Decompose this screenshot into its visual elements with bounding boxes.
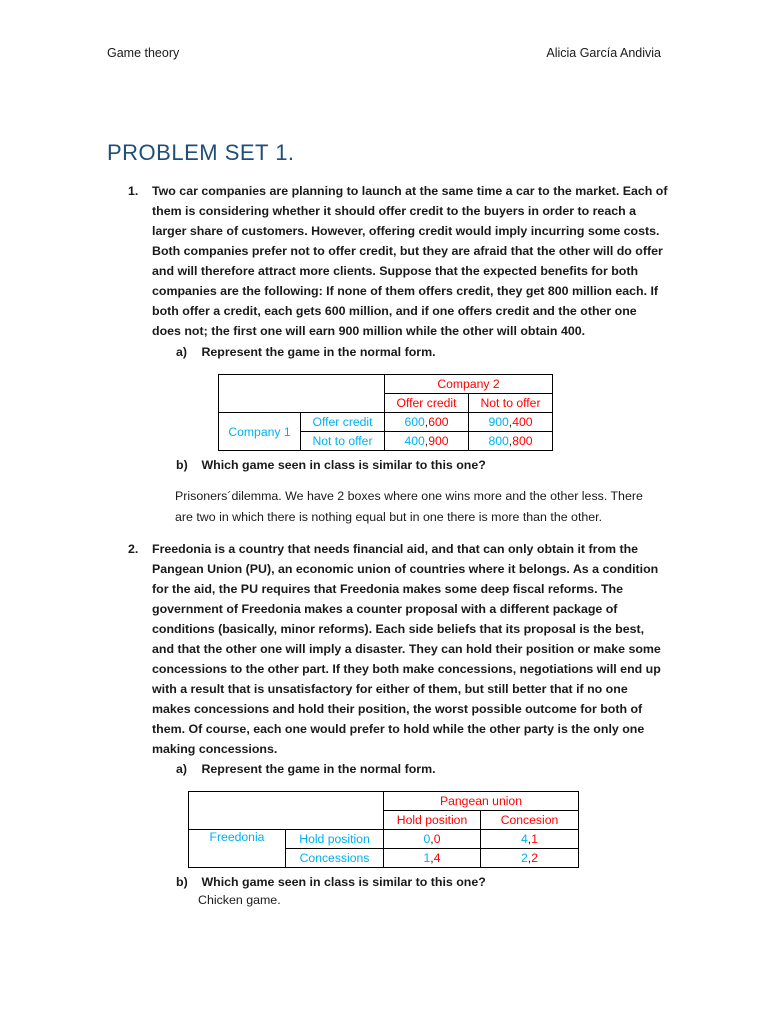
payoff-p2: 1 xyxy=(531,832,538,846)
column-player-label: Company 2 xyxy=(385,375,553,394)
column-strategy: Hold position xyxy=(384,811,481,830)
payoff-p1: 800 xyxy=(488,434,509,448)
payoff-cell: 1,4 xyxy=(384,849,481,868)
payoff-p1: 400 xyxy=(404,434,425,448)
payoff-p1: 2 xyxy=(521,851,528,865)
normal-form-table-2 xyxy=(188,791,579,868)
payoff-p2: 4 xyxy=(433,851,441,865)
payoff-cell: 900,400 xyxy=(469,413,553,432)
question-1-number: 1. xyxy=(128,184,139,198)
row-player-label: Freedonia xyxy=(189,830,286,868)
payoff-cell: 400,900 xyxy=(385,432,469,451)
question-2-number: 2. xyxy=(128,542,139,556)
part-label: a) xyxy=(176,762,188,776)
payoff-p2: 900 xyxy=(428,434,449,448)
header-right: Alicia García Andivia xyxy=(546,46,661,60)
payoff-p2: 600 xyxy=(428,415,449,429)
payoff-p2: 800 xyxy=(512,434,533,448)
part-label: b) xyxy=(176,458,188,472)
part-text: Represent the game in the normal form. xyxy=(201,762,436,776)
row-player-label: Company 1 xyxy=(219,413,301,451)
payoff-cell: 2,2 xyxy=(481,849,579,868)
empty-corner-cell xyxy=(219,375,385,413)
payoff-p2: 400 xyxy=(512,415,533,429)
question-1-text: Two car companies are planning to launch at the same time a car to the market. Each of them is considering whether it should offer credit to the buyers in order to reach a larger share of customers. However, offering credit would imply incurring some costs. Both companies prefer not to offer credit, but they are afraid that the other will do offer and will therefore attract more clients. Suppose that the expected benefits for both companies are the following: If none of them offers credit, they get 800 million each. If both offer a credit, each gets 600 million, and if one offers credit and the other one does not; the first one will earn 900 million while the other will obtain 400. xyxy=(152,184,668,338)
question-1-part-b xyxy=(176,455,486,475)
payoff-p1: 900 xyxy=(488,415,509,429)
row-strategy: Concessions xyxy=(286,849,384,868)
page-title: PROBLEM SET 1. xyxy=(107,140,295,165)
part-label: b) xyxy=(176,875,188,889)
payoff-p2: 0 xyxy=(433,832,441,846)
row-strategy: Offer credit xyxy=(301,413,385,432)
payoff-p1: 0 xyxy=(423,832,431,846)
row-strategy: Not to offer xyxy=(301,432,385,451)
payoff-cell: 0,0 xyxy=(384,830,481,849)
question-2-answer: Chicken game. xyxy=(198,893,281,907)
question-1-part-a xyxy=(176,342,436,362)
question-1-answer: Prisoners´dilemma. We have 2 boxes where one wins more and the other less. There are two in which there is nothing equal but in one there is more than the other. xyxy=(175,489,643,524)
part-text: Which game seen in class is similar to this one? xyxy=(201,458,486,472)
normal-form-table-1 xyxy=(218,374,553,451)
row-strategy: Hold position xyxy=(286,830,384,849)
payoff-p2: 2 xyxy=(531,851,538,865)
payoff-cell: 800,800 xyxy=(469,432,553,451)
column-strategy: Concesion xyxy=(481,811,579,830)
column-player-label: Pangean union xyxy=(384,792,579,811)
part-label: a) xyxy=(176,345,188,359)
payoff-p1: 4 xyxy=(521,832,528,846)
header-left: Game theory xyxy=(107,46,180,60)
column-strategy: Offer credit xyxy=(385,394,469,413)
question-1 xyxy=(128,181,668,341)
question-2-part-a xyxy=(176,759,436,779)
column-strategy: Not to offer xyxy=(469,394,553,413)
question-2 xyxy=(128,539,668,759)
question-2-text: Freedonia is a country that needs financial aid, and that can only obtain it from the Pangean Union (PU), an economic union of countries where it belongs. As a condition for the aid, the PU requires that Freedonia makes some deep fiscal reforms. The government of Freedonia makes a counter proposal with a different package of conditions (basically, minor reforms). Each side beliefs that its proposal is the best, and that the other one will imply a disaster. They can hold their position or make some concessions to the other part. If they both make concessions, negotiations will end up with a result that is unsatisfactory for either of them, but still better that if no one makes concessions and hold their position, the worst possible outcome for both of them. Of course, each one would prefer to hold while the other party is the only one making concessions. xyxy=(152,542,661,756)
payoff-cell: 600,600 xyxy=(385,413,469,432)
payoff-cell: 4,1 xyxy=(481,830,579,849)
payoff-p1: 1 xyxy=(423,851,431,865)
payoff-p1: 600 xyxy=(404,415,425,429)
part-text: Which game seen in class is similar to this one? xyxy=(201,875,486,889)
part-text: Represent the game in the normal form. xyxy=(201,345,436,359)
empty-corner-cell xyxy=(189,792,384,830)
question-2-part-b xyxy=(176,872,486,892)
